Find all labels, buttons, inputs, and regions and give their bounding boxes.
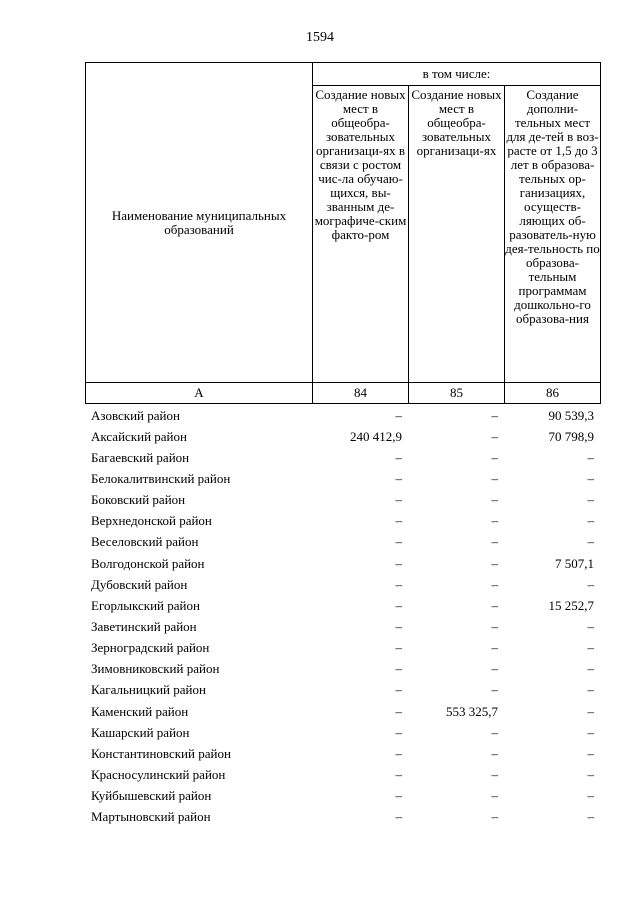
value-col-85: – <box>491 745 498 761</box>
value-col-84: – <box>395 576 402 592</box>
table-row <box>85 807 600 828</box>
municipality-name: Кагальницкий район <box>91 682 206 698</box>
value-col-86: – <box>587 703 594 719</box>
value-col-85: – <box>491 809 498 825</box>
value-col-86: – <box>587 766 594 782</box>
value-col-85: – <box>491 576 498 592</box>
value-col-84: – <box>395 724 402 740</box>
table-row <box>85 764 600 785</box>
value-col-85: – <box>491 766 498 782</box>
value-col-85: – <box>491 597 498 613</box>
table-row <box>85 468 600 489</box>
table-row <box>85 595 600 616</box>
municipality-name: Аксайский район <box>91 428 187 444</box>
municipality-name: Азовский район <box>91 407 180 423</box>
table-row <box>85 638 600 659</box>
municipality-name: Мартыновский район <box>91 809 211 825</box>
municipality-name: Каменский район <box>91 703 189 719</box>
value-col-86: – <box>587 576 594 592</box>
column-number-85: 85 <box>409 383 505 404</box>
value-col-84: – <box>395 788 402 804</box>
value-col-85: – <box>491 555 498 571</box>
value-col-84: – <box>395 470 402 486</box>
municipality-name: Волгодонской район <box>91 555 205 571</box>
value-col-86: – <box>587 470 594 486</box>
municipality-name: Багаевский район <box>91 449 190 465</box>
value-col-84: – <box>395 640 402 656</box>
table-row <box>85 701 600 722</box>
municipality-name: Веселовский район <box>91 534 199 550</box>
header-column-86: Создание дополни-тельных мест для де-тей в воз-расте от 1,5 до 3 лет в образова-тельных ор-ганизациях, осуществ-ляющих об-разователь-ную дея-тельность по образова-тельным программам дошкольно-го образова-ния <box>505 86 601 383</box>
table-row <box>85 722 600 743</box>
table-row <box>85 659 600 680</box>
value-col-86: – <box>587 618 594 634</box>
value-col-85: – <box>491 661 498 677</box>
value-col-84: – <box>395 618 402 634</box>
value-col-85: – <box>491 682 498 698</box>
table-row <box>85 616 600 637</box>
municipality-name: Красносулинский район <box>91 766 226 782</box>
municipality-name: Куйбышевский район <box>91 788 212 804</box>
column-number-84: 84 <box>313 383 409 404</box>
value-col-86: – <box>587 788 594 804</box>
value-col-84: – <box>395 407 402 423</box>
table-row <box>85 511 600 532</box>
value-col-84: 240 412,9 <box>350 428 402 444</box>
header-column-85: Создание новых мест в общеобра-зовательных организаци-ях <box>409 86 505 383</box>
column-number-86: 86 <box>505 383 601 404</box>
value-col-85: – <box>491 470 498 486</box>
value-col-84: – <box>395 555 402 571</box>
value-col-86: – <box>587 661 594 677</box>
value-col-84: – <box>395 745 402 761</box>
value-col-85: – <box>491 513 498 529</box>
value-col-84: – <box>395 766 402 782</box>
value-col-84: – <box>395 492 402 508</box>
table-row <box>85 680 600 701</box>
table-row <box>85 532 600 553</box>
value-col-85: – <box>491 724 498 740</box>
municipality-name: Зимовниковский район <box>91 661 220 677</box>
value-col-86: – <box>587 640 594 656</box>
value-col-85: – <box>491 788 498 804</box>
value-col-84: – <box>395 534 402 550</box>
value-col-85: – <box>491 640 498 656</box>
municipality-name: Константиновский район <box>91 745 231 761</box>
municipality-name: Дубовский район <box>91 576 188 592</box>
value-col-84: – <box>395 682 402 698</box>
value-col-84: – <box>395 449 402 465</box>
value-col-84: – <box>395 809 402 825</box>
table-row <box>85 786 600 807</box>
value-col-86: – <box>587 492 594 508</box>
table-row <box>85 447 600 468</box>
value-col-86: – <box>587 682 594 698</box>
value-col-86: – <box>587 513 594 529</box>
value-col-84: – <box>395 597 402 613</box>
municipality-name: Белокалитвинский район <box>91 470 231 486</box>
value-col-85: – <box>491 428 498 444</box>
value-col-86: – <box>587 534 594 550</box>
value-col-86: 90 539,3 <box>548 407 594 423</box>
header-group-title: в том числе: <box>313 63 601 86</box>
table-row <box>85 426 600 447</box>
municipality-name: Боковский район <box>91 492 186 508</box>
page-number: 1594 <box>306 30 334 45</box>
value-col-85: – <box>491 534 498 550</box>
value-col-86: – <box>587 745 594 761</box>
value-col-86: – <box>587 449 594 465</box>
value-col-85: 553 325,7 <box>446 703 498 719</box>
municipality-name: Егорлыкский район <box>91 597 200 613</box>
value-col-86: 15 252,7 <box>548 597 594 613</box>
value-col-85: – <box>491 449 498 465</box>
value-col-84: – <box>395 661 402 677</box>
header-municipality-name: Наименование муниципальных образований <box>86 63 313 383</box>
value-col-86: 7 507,1 <box>555 555 594 571</box>
municipality-name: Зерноградский район <box>91 640 210 656</box>
municipality-name: Кашарский район <box>91 724 190 740</box>
header-column-84: Создание новых мест в общеобра-зовательных организаци-ях в связи с ростом чис-ла обучаю-щихся, вы-званным де-мографиче-ским факто-ром <box>313 86 409 383</box>
column-number-a: А <box>86 383 313 404</box>
value-col-85: – <box>491 492 498 508</box>
table-row <box>85 553 600 574</box>
table-row <box>85 743 600 764</box>
table-body <box>85 405 600 828</box>
value-col-86: – <box>587 809 594 825</box>
table-header <box>85 62 601 404</box>
value-col-84: – <box>395 703 402 719</box>
municipality-name: Заветинский район <box>91 618 197 634</box>
value-col-85: – <box>491 618 498 634</box>
municipality-name: Верхнедонской район <box>91 513 212 529</box>
value-col-84: – <box>395 513 402 529</box>
value-col-86: 70 798,9 <box>548 428 594 444</box>
value-col-86: – <box>587 724 594 740</box>
table-row <box>85 574 600 595</box>
table-row <box>85 405 600 426</box>
table-row <box>85 490 600 511</box>
value-col-85: – <box>491 407 498 423</box>
